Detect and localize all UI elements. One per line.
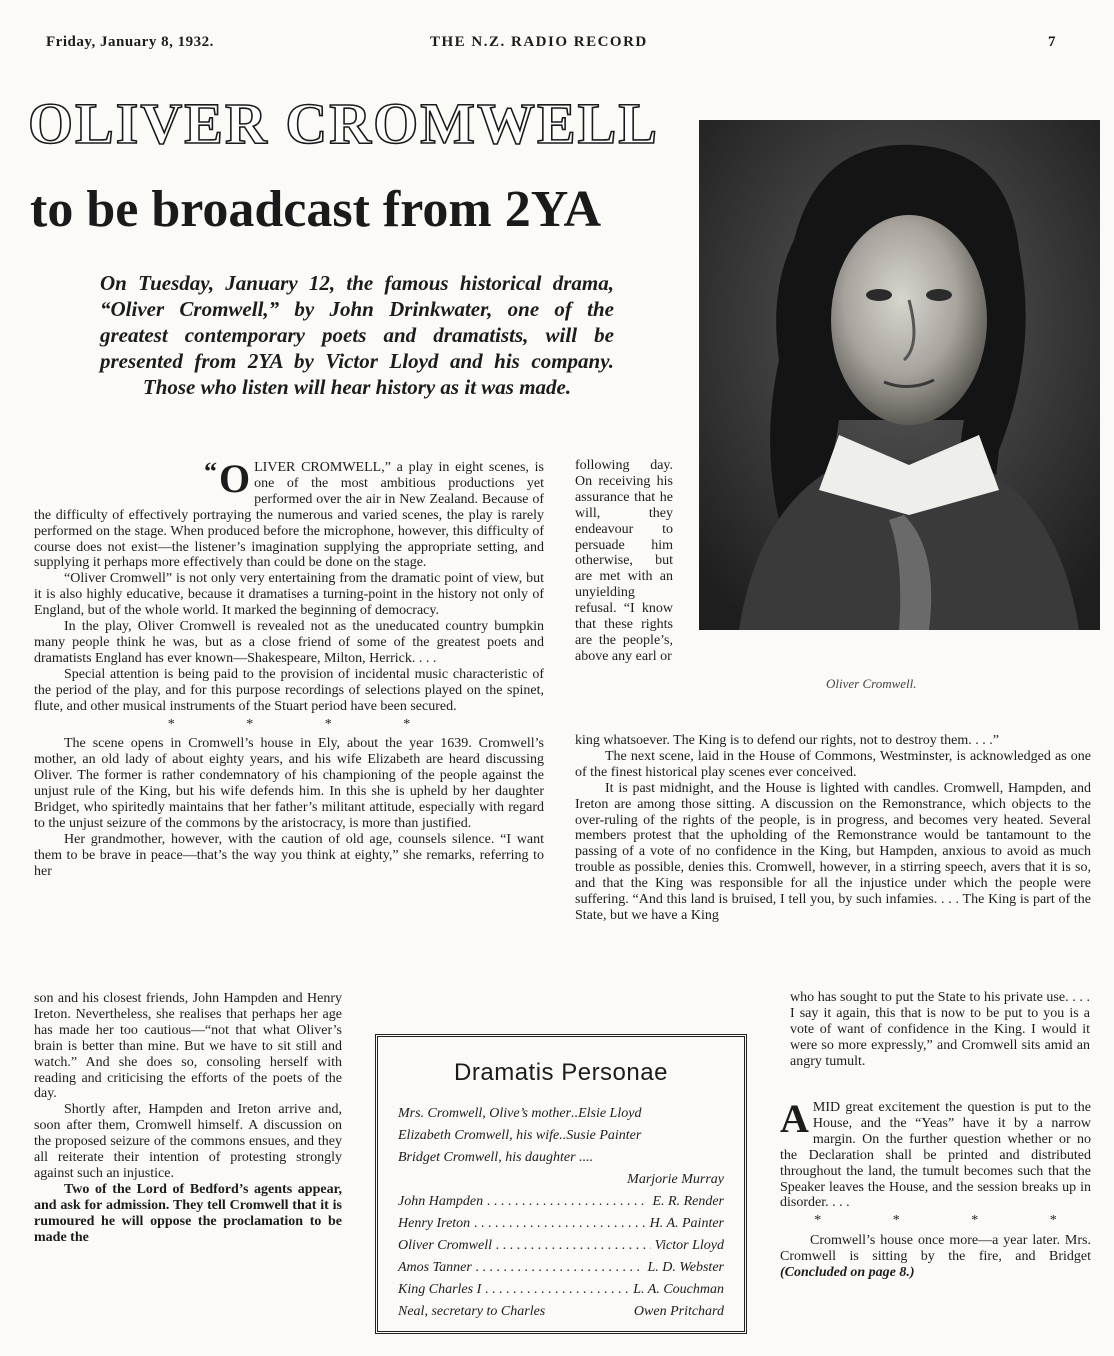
cast-role: Amos Tanner (398, 1260, 472, 1275)
standfirst: On Tuesday, January 12, the famous historical drama, “Oliver Cromwell,” by John Drinkwater, one of the greatest contemporary poets and dramatists, will be presented from 2YA by Victor Lloyd and his company. Those who listen will hear history as it was made. (100, 271, 614, 399)
cast-actor: Elsie Lloyd (578, 1106, 642, 1121)
cast-actor: E. R. Render (652, 1194, 724, 1209)
cast-role: King Charles I (398, 1282, 482, 1297)
cast-row (398, 1235, 724, 1257)
section-break: * * * * (167, 716, 445, 732)
cast-row (398, 1103, 724, 1125)
section-break-2: * * * * (814, 1213, 1091, 1229)
article-column-middle (575, 458, 673, 665)
article-paragraph-12: Cromwell’s house once more—a year later. Mrs. Cromwell is sitting by the fire, and Bridget (780, 1233, 1091, 1265)
headline: OLIVER CROMWELL (28, 91, 660, 156)
article-paragraph-6a: Her grandmother, however, with the caution of old age, counsels silence. “I want them to be brave in peace—that’s the way you think at eighty,” she remarks, referring to her (34, 831, 544, 879)
cast-row (398, 1279, 724, 1301)
continued-note: (Concluded on page 8.) (780, 1265, 915, 1281)
dramatis-personae-title: Dramatis Personae (454, 1059, 668, 1086)
article-opening-paragraph (34, 456, 544, 571)
cast-role: Neal, secretary to Charles (398, 1304, 546, 1319)
cast-actor: Victor Lloyd (654, 1238, 724, 1253)
cast-role: Oliver Cromwell (398, 1238, 492, 1253)
article-column-right-narrow (790, 990, 1090, 1070)
issue-date: Friday, January 8, 1932. (46, 34, 214, 50)
cast-role: Henry Ireton (398, 1216, 471, 1231)
cast-actor: H. A. Painter (649, 1216, 724, 1231)
article-paragraph-7: Shortly after, Hampden and Ireton arrive and, soon after them, Cromwell himself. A discussion on the proposed seizure of the commons ensues, and they all reiterate their intention of protesting strongly against such an injustice. (34, 1102, 342, 1181)
dramatis-personae-box (375, 1034, 747, 1334)
article-middle-paragraph: following day. On receiving his assurance that he will, they endeavour to persuade him otherwise, but are met with an unyielding refusal. “I know that these rights are the people’s, above any earl or (575, 458, 673, 664)
article-column-left (34, 456, 544, 880)
article-paragraph-10: It is past midnight, and the House is lighted with candles. Cromwell, Hampden, and Ireton are among those sitting. A discussion on the Remonstrance, which objects to the over-ruling of the rights of the people, is in progress, and becomes very heated. Several members protest that the upholding of the Remonstrance would be tantamount to the passing of a vote of no confidence in the King, but Hampden, anxious to avoid as much trouble as possible, denies this. Cromwell, however, in a stirring speech, avers that it is so, and that the King was responsible for all the injustice under which the people were suffering. “And this land is bruised, I tell you, by such infamies. . . . The King is part of the State, but we have a King (575, 780, 1091, 923)
cast-actor: Susie Painter (566, 1128, 642, 1143)
cast-actor: L. D. Webster (647, 1260, 724, 1275)
article-paragraph-9: The next scene, laid in the House of Commons, Westminster, is acknowledged as one of the finest historical play scenes ever conceived. (575, 748, 1091, 780)
publication-name: THE N.Z. RADIO RECORD (430, 34, 648, 50)
cast-actor: Owen Pritchard (633, 1304, 724, 1319)
article-paragraph-5: The scene opens in Cromwell’s house in Ely, about the year 1639. Cromwell’s mother, an old lady of about eighty years, and his wife Elizabeth are heard discussing Oliver. The former is rather condemnatory of his championing of the people against the unjust rule of the King, but his wife defends him. In this she is upheld by her daughter Bridget, who spiritedly maintains that her father’s militant attitude, especially with regard to the unjust seizure of the commons by the aristocracy, is more than justified. (34, 736, 544, 831)
article-paragraph-4: Special attention is being paid to the provision of incidental music characteristic of the period of the play, and for this purpose recordings of selections played on the spinet, flute, and other musical instruments of the Stuart period have been secured. (34, 666, 544, 714)
drop-cap: O (219, 456, 251, 501)
subheadline: to be broadcast from 2YA (30, 181, 602, 238)
article-paragraph-1: LIVER CROMWELL,” a play in eight scenes, is one of the most ambitious productions yet performed over the air in New Zealand. Because of the difficulty of effectively portraying the numerous and varied scenes, the play is rarely performed on the stage. When produced before the microphone, however, this difficulty of course does not exist—the listener’s imagination supplying the appropriate setting, and supplying it perhaps more effectively than could be done on the stage. (34, 460, 544, 571)
open-quote: “ (204, 457, 217, 486)
cast-list (398, 1103, 724, 1323)
cast-separator: .. (559, 1128, 567, 1143)
article-paragraph-12-wrap (780, 1233, 1091, 1281)
cromwell-portrait (699, 120, 1100, 630)
article-middle-continuation: king whatsoever. The King is to defend our rights, not to destroy them. . . .” (575, 733, 999, 748)
article-column-right-bottom (780, 1096, 1091, 1281)
article-paragraph-10b: who has sought to put the State to his private use. . . . I say it again, this that is now to be put to you is a vote of want of confidence in the King. I would it were so more expressly,” and Cromwell sits amid an angry tumult. (790, 990, 1090, 1069)
article-paragraph-11: MID great excitement the question is put to the House, and the “Yeas” have it by a narrow margin. On the further question whether or no the Declaration shall be printed and distributed throughout the land, the tumult becomes such that the Speaker leaves the House, and the session breaks up in disorder. . . . (780, 1100, 1091, 1211)
cast-row (398, 1147, 724, 1169)
article-paragraph-2: “Oliver Cromwell” is not only very entertaining from the dramatic point of view, but it is also highly educative, because it dramatises a turning-point in the history not only of England, but of the whole world. It marked the beginning of democracy. (34, 571, 544, 619)
cast-role: Bridget Cromwell, his daughter .... (398, 1150, 594, 1165)
cast-role: Elizabeth Cromwell, his wife (398, 1128, 560, 1143)
cast-row-continued (398, 1169, 724, 1191)
article-paragraph-8: Two of the Lord of Bedford’s agents appear, and ask for admission. They tell Cromwell that it is rumoured he will oppose the proclamation to be made the (34, 1181, 342, 1245)
cast-row (398, 1125, 724, 1147)
portrait-caption: Oliver Cromwell. (826, 676, 917, 691)
cast-row (398, 1213, 724, 1235)
page-number: 7 (1048, 34, 1056, 50)
article-paragraph-6b: son and his closest friends, John Hampden and Henry Ireton. Nevertheless, she realises that perhaps her age has made her too cautious—“not that what Oliver’s brain is better than mine. But we have to sit still and watch.” And she does so, consoling herself with reading and criticising the efforts of the poets of the day. (34, 991, 342, 1102)
cast-row (398, 1191, 724, 1213)
cast-row (398, 1257, 724, 1279)
cast-actor: L. A. Couchman (633, 1282, 724, 1297)
article-paragraph-3: In the play, Oliver Cromwell is revealed not as the uneducated country bumpkin many people think he was, but as a close friend of some of the greatest poets and dramatists England has ever known—Shakespeare, Milton, Herrick. . . . (34, 619, 544, 666)
cast-role: Mrs. Cromwell, Olive’s mother (398, 1106, 572, 1121)
cast-actor: Marjorie Murray (627, 1172, 724, 1187)
article-column-middle-wide (575, 733, 1091, 924)
drop-cap-2: A (780, 1096, 809, 1141)
cast-role: John Hampden (398, 1194, 484, 1209)
portrait-illustration (699, 120, 1100, 630)
article-paragraph-11-wrap (780, 1096, 1091, 1211)
cast-separator: .. (571, 1106, 579, 1121)
article-column-left-narrow (34, 991, 342, 1246)
cast-row (398, 1301, 724, 1323)
